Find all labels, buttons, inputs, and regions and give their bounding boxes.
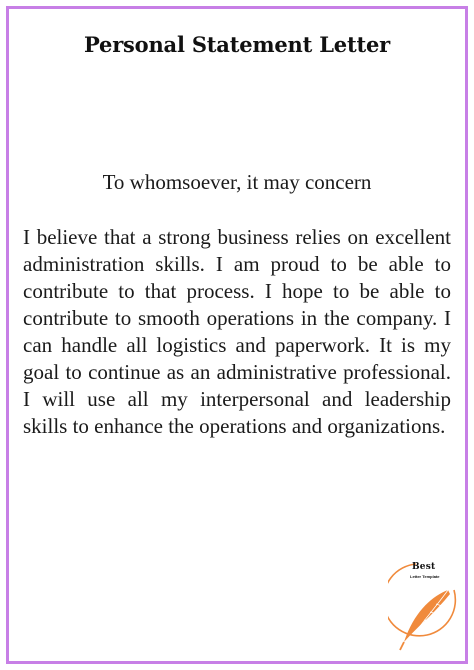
brand-logo — [388, 560, 464, 652]
letter-body: I believe that a strong business relies on excellent administration skills. I am proud to be able to contribute to that process. I hope to be able to contribute to smooth operations in the company. I can handle all logistics and paperwork. It is my goal to continue as an administrative professional. I will use all my interpersonal and leadership skills to enhance the operations and organizations. — [23, 225, 451, 438]
page-title: Personal Statement Letter — [84, 32, 390, 57]
logo-wordmark: Best — [412, 562, 436, 572]
letter-salutation: To whomsoever, it may concern — [102, 170, 372, 194]
logo-subtitle: Letter Template — [410, 574, 440, 579]
